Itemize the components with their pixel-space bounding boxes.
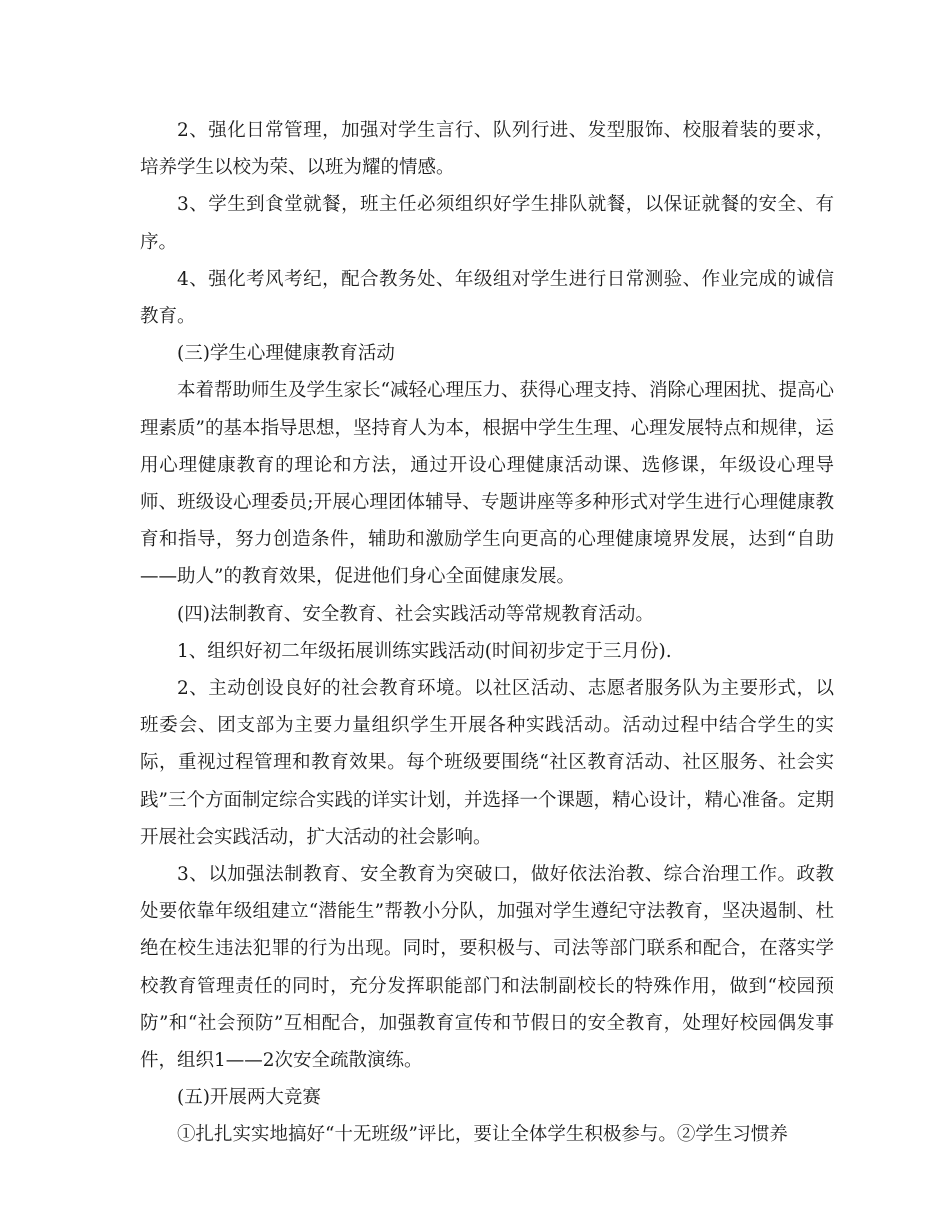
document-body — [140, 112, 834, 1154]
paragraph-mental-health: 本着帮助师生及学生家长“减轻心理压力、获得心理支持、消除心理困扰、提高心理素质”的基本指导思想，坚持育人为本，根据中学生生理、心理发展特点和规律，运用心理健康教育的理论和方法，通过开设心理健康活动课、选修课，年级设心理导师、班级设心理委员;开展心理团体辅导、专题讲座等多种形式对学生进行心理健康教育和指导，努力创造条件，辅助和激励学生向更高的心理健康境界发展，达到“自助——助人”的教育效果，促进他们身心全面健康发展。 — [140, 380, 834, 588]
section-heading-legal-safety: (四)法制教育、安全教育、社会实践活动等常规教育活动。 — [177, 603, 654, 625]
paragraph-legal-education: 3、以加强法制教育、安全教育为突破口，做好依法治教、综合治理工作。政教处要依靠年级组建立“潜能生”帮教小分队，加强对学生遵纪守法教育，坚决遏制、杜绝在校生违法犯罪的行为出现。同时，要积极与、司法等部门联系和配合，在落实学校教育管理责任的同时，充分发挥职能部门和法制副校长的特殊作用，做到“校园预防”和“社会预防”互相配合，加强教育宣传和节假日的安全教育，处理好校园偶发事件，组织1——2次安全疏散演练。 — [140, 864, 834, 1072]
section-heading-mental-health: (三)学生心理健康教育活动 — [177, 343, 395, 365]
paragraph-exam-discipline: 4、强化考风考纪，配合教务处、年级组对学生进行日常测验、作业完成的诚信教育。 — [140, 268, 834, 328]
paragraph-class-evaluation: ①扎扎实实地搞好“十无班级”评比，要让全体学生积极参与。②学生习惯养 — [177, 1124, 788, 1146]
paragraph-training-activity: 1、组织好初二年级拓展训练实践活动(时间初步定于三月份). — [177, 640, 672, 662]
paragraph-canteen: 3、学生到食堂就餐，班主任必须组织好学生排队就餐，以保证就餐的安全、有序。 — [140, 194, 834, 253]
paragraph-daily-management: 2、强化日常管理，加强对学生言行、队列行进、发型服饰、校服着装的要求，培养学生以校为荣、以班为耀的情感。 — [140, 120, 834, 179]
section-heading-competitions: (五)开展两大竞赛 — [177, 1087, 321, 1109]
paragraph-social-environment: 2、主动创设良好的社会教育环境。以社区活动、志愿者服务队为主要形式，以班委会、团支部为主要力量组织学生开展各种实践活动。活动过程中结合学生的实际，重视过程管理和教育效果。每个班级要围绕“社区教育活动、社区服务、社会实践”三个方面制定综合实践的详实计划，并选择一个课题，精心设计，精心准备。定期开展社会实践活动，扩大活动的社会影响。 — [140, 678, 834, 848]
